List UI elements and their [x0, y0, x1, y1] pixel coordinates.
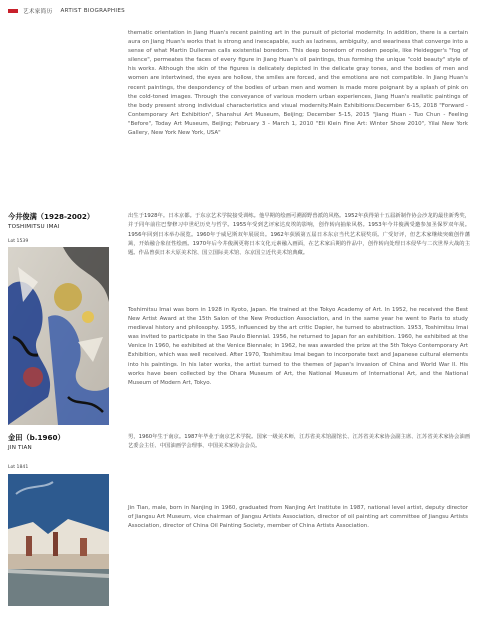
artist-bio-cn: 男，1960年生于南京。1987年毕业于南京艺术学院。国家一级美术师，江苏省美术馆副馆长、江苏省美术家协会副主席、江苏省美术家协会油画艺委会主任、中国油画学会理事、中国美术家协会会员。 — [128, 434, 470, 450]
artwork-image-jin-tian — [8, 474, 109, 606]
artist-bio-en: Jin Tian, male, born in Nanjing in 1960, graduated from Nanjing Art Institute in 1987, national level artist, deputy director of Jiangsu Art Museum, vice chairman of Jiangsu Artists Association, director of oil painting art committee of Jiangsu Artists Association, director of China Oil Painting Society, member of China Artists Association. — [128, 505, 468, 530]
lot-number: Lot 1841 — [8, 465, 29, 470]
header-accent-bar — [8, 9, 18, 13]
artist-name-en: TOSHIMITSU IMAI — [8, 224, 60, 230]
artist-name-en: JIN TIAN — [8, 445, 32, 451]
header-section-cn: 艺术家简历 — [23, 9, 53, 15]
page-header — [8, 7, 125, 15]
artist-bio-cn: 出生于1928年。日本京都。于东京艺术学院接受训练。他早期的绘画可溯源野兽派的风格。1952年获得第十五届新制作协会沙龙的最佳新秀奖，并于同年前往巴黎修习中世纪历史与哲学。1955年受到艺评家达皮埃的影响，创作转向抽象风格。1953年今井俊满受邀参加圣保罗双年展。1956年回到日本举办展览。1960年于威尼斯双年展展出。1962年获颁第五届日本东京当代艺术展奖项。广受好评，但艺术家继续突破创作藩篱，开始融合象征性绘画。1970年后今井俊满更将日本文化元素融入画面，在艺术家后期的作品中，创作转向处理日本侵华与二次世界大战的主题。作品曾获日本大原美术馆、国立国际美术馆、东京国立近代美术馆典藏。 — [128, 213, 470, 257]
artist-name-cn: 金田（b.1960） — [8, 433, 65, 442]
intro-paragraph: thematic orientation in Jiang Huan's recent painting art in the pursuit of pictorial modernity. In addition, there is a certain aura on Jiang Huan's works that is strong and inescapable, such as laziness, ambiguity, and weariness that converge into a sense of what Martin Dulleman calls existential boredom. This deep boredom of modern people, like Heidegger's "fog of silence", permeates the faces of every figure in Jiang Huan's oil paintings, thus forming the unique "cold beauty" style of his works. Although the skin of the figures is delicately depicted in the delicate gray tones, and the bodies of men and women are intertwined, the eyes are hollow, the smiles are forced, and the emotions are not compatible. In Jiang Huan's recent paintings, the despondency of the bodies of urban men and women is made more poignant by a splash of pink on the cold-toned images. Through the conveyance of various modern urban experiences, Jiang Huan's realistic paintings of the body present strong individual characteristics and visual modernity.Main Exhibitions:December 6-15, 2018 "Forward - Contemporary Art Exhibition", Shanshui Art Museum, Beijing; December 5-15, 2015 "Jiang Huan - Tuo Chun - Feeling "Before", Today Art Museum, Beijing; February 3 - March 1, 2010 "Eli Klein Fine Art: Winter Show 2010", Yilai New York Gallery, New York New York, USA" — [128, 30, 468, 137]
lot-number: Lot 1539 — [8, 239, 29, 244]
artist-bio-en: Toshimitsu Imai was born in 1928 in Kyoto, Japan. He trained at the Tokyo Academy of Art. In 1952, he received the Best New Artist Award at the 15th Salon of the New Production Association, and in the same year he went to Paris to study medieval history and philosophy. 1955, influenced by the art critic Dapier, he turned to abstraction. 1953, Toshimitsu Imai was invited to participate in the Sao Paulo Biennial. 1956, he returned to Japan for an exhibition. 1960, he exhibited at the Venice In 1960, he exhibited at the Venice Biennale; in 1962, he was awarded the prize at the 5th Tokyo Contemporary Art Exhibition, which was well received. After 1970, Toshimitsu Imai began to incorporate text and Japanese cultural elements into his paintings. In his later works, the artist turned to the themes of Japan's invasion of China and World War II. His works have been collected by the Ohara Museum of Art, the National Museum of International Art, and the National Museum of Modern Art, Tokyo. — [128, 307, 468, 386]
header-section-en: ARTIST BIOGRAPHIES — [60, 8, 126, 14]
artwork-image-imai — [8, 247, 109, 425]
artist-name-cn: 今井俊满（1928-2002） — [8, 212, 95, 221]
